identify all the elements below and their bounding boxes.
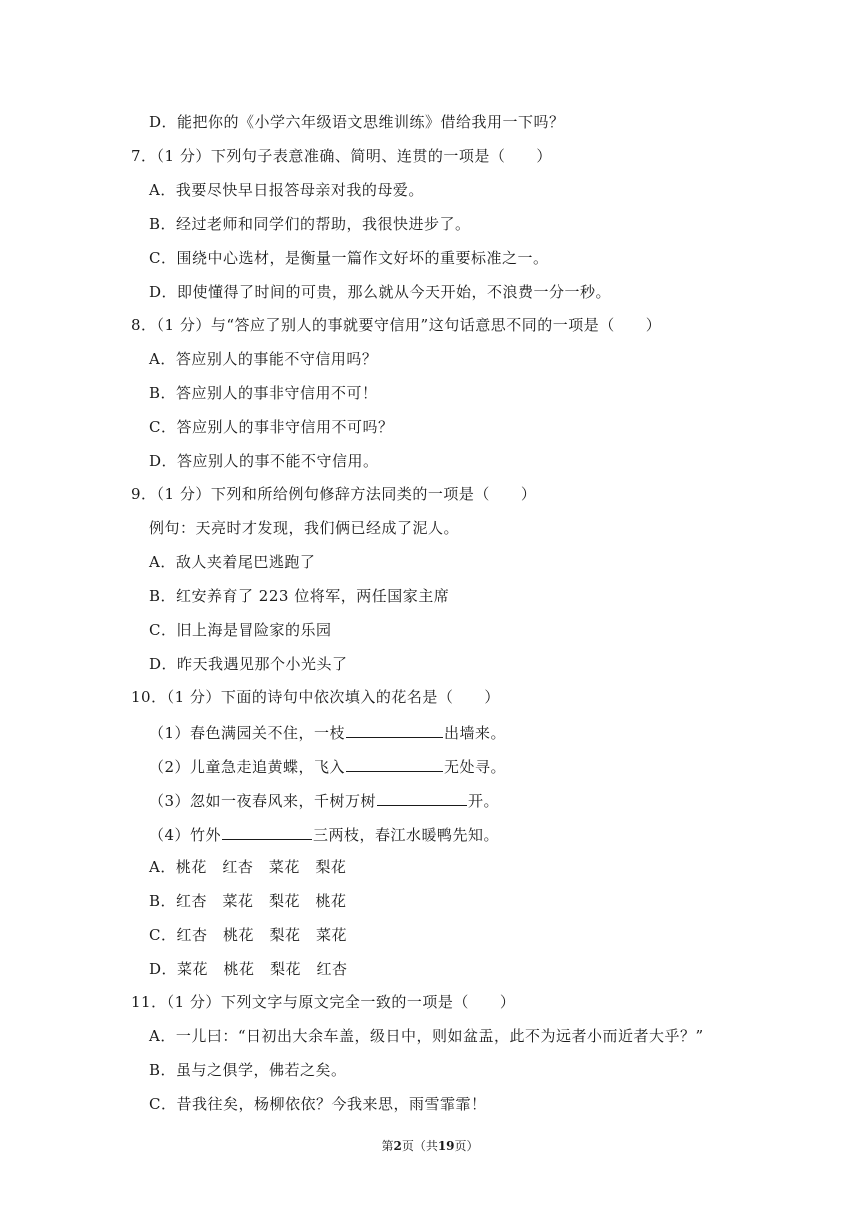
q9-option-c: C．旧上海是冒险家的乐园	[149, 621, 332, 639]
poem-line-text-after: 无处寻。	[444, 758, 507, 776]
q7-stem: 7．（1 分）下列句子表意准确、简明、连贯的一项是（ ）	[131, 147, 552, 165]
poem-line-text-after: 出墙来。	[444, 724, 507, 742]
q7-option-b: B．经过老师和同学们的帮助，我很快进步了。	[149, 215, 471, 233]
q10-option-b: B．红杏 菜花 梨花 桃花	[149, 892, 347, 910]
q8-stem: 8．（1 分）与“答应了别人的事就要守信用”这句话意思不同的一项是（ ）	[131, 316, 662, 334]
footer-prefix: 第	[381, 1139, 394, 1153]
poem-line-text-after: 开。	[468, 792, 500, 810]
q10-poem-line	[149, 823, 499, 845]
footer-middle: 页（共	[401, 1139, 438, 1153]
poem-line-text-after: 三两枝，春江水暖鸭先知。	[313, 826, 500, 844]
q9-option-b: B．红安养育了 223 位将军，两任国家主席	[149, 587, 450, 605]
poem-line-text-before: （4）竹外	[149, 826, 222, 844]
q8-option-b: B．答应别人的事非守信用不可！	[149, 384, 378, 402]
q11-option-b: B．虽与之俱学，佛若之矣。	[149, 1061, 347, 1079]
q11-stem: 11．（1 分）下列文字与原文完全一致的一项是（ ）	[131, 993, 516, 1011]
answer-blank[interactable]	[377, 789, 467, 806]
q9-example: 例句：天亮时才发现，我们俩已经成了泥人。	[149, 519, 460, 537]
q7-option-d: D．即使懂得了时间的可贵，那么就从今天开始，不浪费一分一秒。	[149, 283, 612, 301]
q8-option-c: C．答应别人的事非守信用不可吗？	[149, 418, 394, 436]
page-footer	[0, 1138, 860, 1154]
total-page-count: 19	[437, 1139, 455, 1153]
q8-option-d: D．答应别人的事不能不守信用。	[149, 452, 379, 470]
poem-line-text-before: （1）春色满园关不住，一枝	[149, 724, 346, 742]
q10-poem-line	[149, 755, 506, 777]
q10-stem: 10．（1 分）下面的诗句中依次填入的花名是（ ）	[131, 688, 500, 706]
q6-option-d: D．能把你的《小学六年级语文思维训练》借给我用一下吗？	[149, 113, 565, 131]
poem-line-text-before: （3）忽如一夜春风来，千树万树	[149, 792, 377, 810]
footer-suffix: 页）	[454, 1139, 479, 1153]
q10-option-d: D．菜花 桃花 梨花 红杏	[149, 960, 348, 978]
q7-option-a: A．我要尽快早日报答母亲对我的母爱。	[149, 181, 424, 199]
q11-option-a: A．一儿曰：“日初出大余车盖，级日中，则如盆盂，此不为远者小而近者大乎？”	[149, 1027, 704, 1045]
q9-option-a: A．敌人夹着尾巴逃跑了	[149, 553, 316, 571]
q10-poem-line	[149, 789, 499, 811]
poem-line-text-before: （2）儿童急走追黄蝶，飞入	[149, 758, 346, 776]
q10-option-c: C．红杏 桃花 梨花 菜花	[149, 926, 347, 944]
q7-option-c: C．围绕中心选材，是衡量一篇作文好坏的重要标准之一。	[149, 249, 549, 267]
current-page-number: 2	[393, 1139, 402, 1153]
answer-blank[interactable]	[346, 721, 443, 738]
answer-blank[interactable]	[222, 823, 312, 840]
q11-option-c: C．昔我往矣，杨柳依依？今我来思，雨雪霏霏！	[149, 1095, 487, 1113]
answer-blank[interactable]	[346, 755, 443, 772]
q10-poem-line	[149, 721, 506, 743]
q10-option-a: A．桃花 红杏 菜花 梨花	[149, 858, 347, 876]
q9-stem: 9．（1 分）下列和所给例句修辞方法同类的一项是（ ）	[131, 485, 537, 503]
q8-option-a: A．答应别人的事能不守信用吗？	[149, 350, 378, 368]
q9-option-d: D．昨天我遇见那个小光头了	[149, 655, 348, 673]
